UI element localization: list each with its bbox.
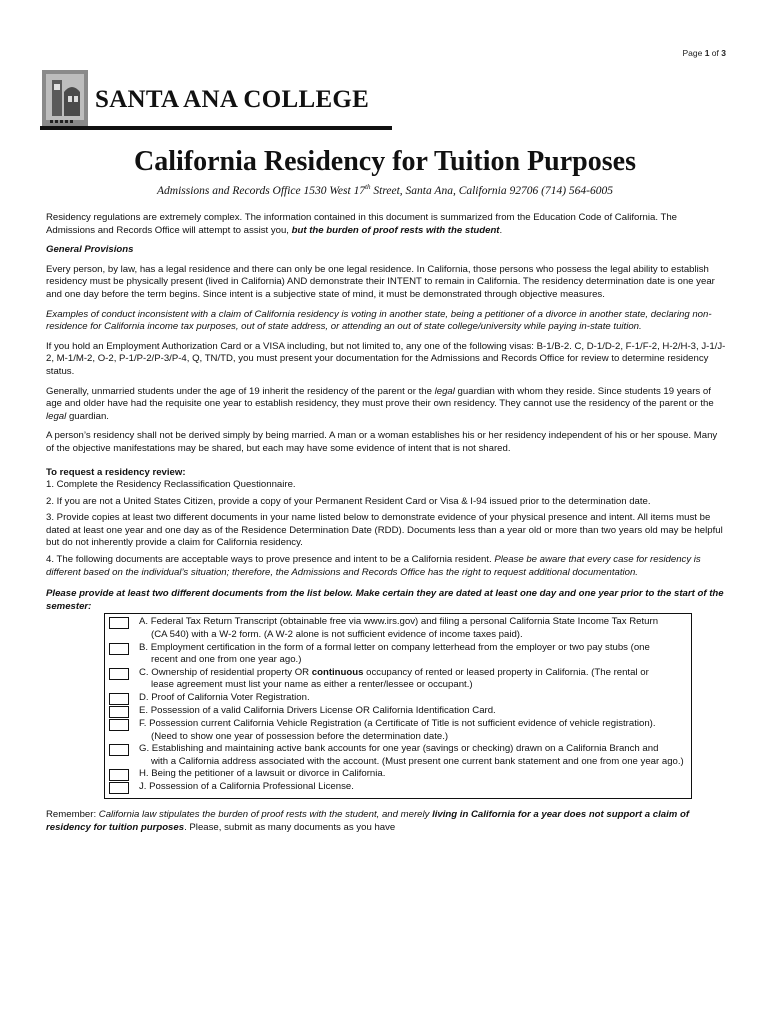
document-g-checkbox[interactable] [109,744,129,756]
minors-paragraph: Generally, unmarried students under the age of 19 inherit the residency of the parent or the legal guardian with whom they reside. Since students 19 years of age and older have had the requisite one year to establish residency, they must prove their own residency. They cannot use the residency of the parent or the legal guardian. [46,385,714,422]
header-rule [40,126,392,130]
request-step-4: 4. The following documents are acceptable ways to prove presence and intent to be a California resident. Please be aware that every case for residency is different based on the individual’s situation; therefore, the Admissions and Records Office has the right to request additional documentation. [46,554,701,578]
request-step-2: 2. If you are not a United States Citizen, provide a copy of your Permanent Resident Card or Visa & I-94 issued prior to the determination date. [46,495,651,507]
list-item: H. Being the petitioner of a lawsuit or divorce in California. [109,768,687,781]
document-subtitle: Admissions and Records Office 1530 West 17th Street, Santa Ana, California 92706 (714) 564-6005 [157,183,613,197]
remember-paragraph: Remember: California law stipulates the burden of proof rests with the student, and merely living in California for a year does not support a claim of residency for tuition purposes. Please, submit as many documents as you have [46,809,690,833]
list-item: B. Employment certification in the form of a formal letter on company letterhead from the employer or two pay stubs (one recent and one from one year ago.) [109,642,687,667]
document-j-checkbox[interactable] [109,782,129,794]
document-b-checkbox[interactable] [109,643,129,655]
document-f-checkbox[interactable] [109,719,129,731]
document-c-checkbox[interactable] [109,668,129,680]
page-number: Page 1 of 3 [682,48,726,58]
list-item: F. Possession current California Vehicle Registration (a Certificate of Title is not sufficient evidence of vehicle registration). (Need to show one year of possession before the determination date.) [109,718,687,743]
college-name: SANTA ANA COLLEGE [95,86,370,113]
request-step-1: 1. Complete the Residency Reclassification Questionnaire. [46,479,296,491]
document-title: California Residency for Tuition Purposes [134,146,636,177]
general-provisions-heading: General Provisions [46,244,134,256]
list-item: G. Establishing and maintaining active bank accounts for one year (savings or checking) drawn on a California Branch and with a California address associated with the account. (Must present one current bank statement and one from one year ago.) [109,743,687,768]
visa-paragraph: If you hold an Employment Authorization Card or a VISA including, but not limited to, any one of the following visas: B-1/B-2. C, D-1/D-2, F-1/F-2, H-2/H-3, J-1/J-2, M-1/M-2, O-2, P-1/P-2/P-3/P-4, Q, TN/TD, you must present your documentation for the Admissions and Records Office for review to determine residency status. [46,340,726,377]
document-d-checkbox[interactable] [109,693,129,705]
document-a-checkbox[interactable] [109,617,129,629]
intro-paragraph: Residency regulations are extremely complex. The information contained in this document is summarized from the Education Code of California. The Admissions and Records Office will attempt to assist you, but the burden of proof rests with the student. [46,212,678,236]
document-body [46,212,726,842]
list-item: A. Federal Tax Return Transcript (obtainable free via www.irs.gov) and filing a personal California State Income Tax Return (CA 540) with a W-2 form. (A W-2 alone is not sufficient evidence of income taxes paid). [109,616,687,641]
documents-list [104,613,692,799]
list-item: J. Possession of a California Professional License. [109,781,687,794]
list-item: D. Proof of California Voter Registration. [109,692,687,705]
document-h-checkbox[interactable] [109,769,129,781]
document-e-checkbox[interactable] [109,706,129,718]
request-step-3: 3. Provide copies at least two different documents in your name listed below to demonstrate evidence of your physical presence and intent. All items must be dated at least one year and one day as of the Residence Determination Date (RDD). Documents less than a year old or more than two years old may be helpful but do not inherently provide a claim for California residency. [46,512,723,549]
list-item: C. Ownership of residential property OR continuous occupancy of rented or leased property in California. (The rental or lease agreement must list your name as either a renter/lessee or occupant.) [109,667,687,692]
marriage-paragraph: A person’s residency shall not be derived simply by being married. A man or a woman establishes his or her residency independent of his or her spouse. Many of the objective manifestations may be shared, but each may have some evidence of intent that is not shared. [46,430,718,454]
documents-heading: Please provide at least two different documents from the list below. Make certain they are dated at least one day and one year prior to the start of the semester: [46,588,724,612]
list-item: E. Possession of a valid California Drivers License OR California Identification Card. [109,705,687,718]
general-provisions-text: Every person, by law, has a legal residence and there can only be one legal residence. In California, those persons who possess the legal ability to establish residency must be physically present (lived in California) AND demonstrate their INTENT to remain in California. The residency determination date is one year and one day before the term begins. Since intent is a subjective state of mind, it must be demonstrated through objective measures. [46,263,715,300]
examples-paragraph: Examples of conduct inconsistent with a claim of California residency is voting in another state, being a petitioner of a divorce in another state, declaring non-residence for California income tax purposes, out of state address, or attending an out of state college/university while paying in-state tuition. [46,308,712,333]
request-heading: To request a residency review: [46,466,186,478]
